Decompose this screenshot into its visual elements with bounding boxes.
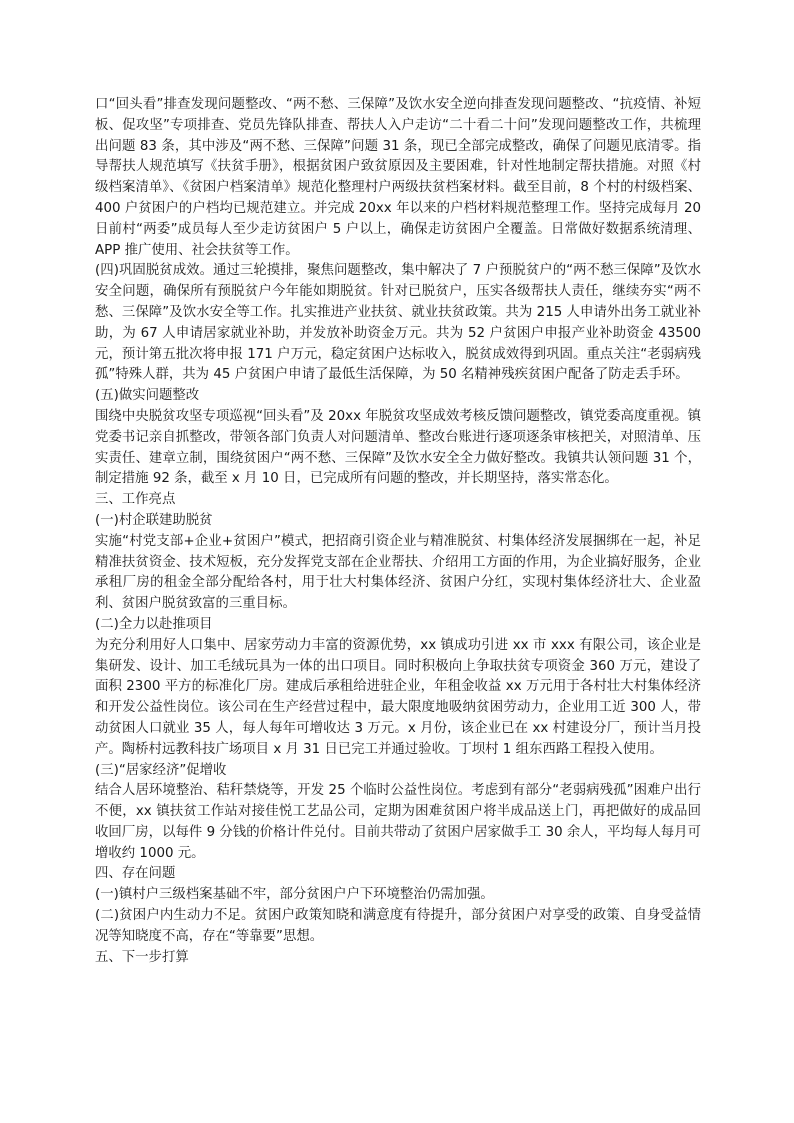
heading-section-problems: 四、存在问题: [95, 866, 176, 882]
heading-village-enterprise: (一)村企联建助脱贫: [95, 512, 213, 528]
paragraph-inspection-rectification: 口“回头看”排查发现问题整改、“两不愁、三保障”及饮水安全逆向排查发现问题整改、“抗疫情、补短板、促攻坚”专项排查、党员先锋队排查、帮扶人入户走访“二十看二十问”发现问题整改工作，共梳理出问题 83 条，其中涉及“两不愁、三保障”问题 31 条，现已全部完成整改，确保了问题见底清零。指导帮扶人规范填写《扶贫手册》，根据贫困户致贫原因及主要困难，针对性地制定帮扶措施。对照《村级档案清单》、《贫困户档案清单》规范化整理村户两级扶贫档案材料。截至目前，8 个村的村级档案、400 户贫困户的户档均已规范建立。并完成 20xx 年以来的户档材料规范整理工作。坚持完成每月 20 日前村“两委”成员每人至少走访贫困户 5 户以上，确保走访贫困户全覆盖。日常做好数据系统清理、APP 推广使用、社会扶贫等工作。: [95, 97, 701, 258]
document-page: [95, 95, 701, 968]
heading-home-economy: (三)“居家经济”促增收: [95, 762, 227, 778]
heading-projects: (二)全力以赴推项目: [95, 616, 213, 632]
paragraph-problem-archives: (一)镇村户三级档案基础不牢，部分贫困户户下环境整治仍需加强。: [95, 887, 494, 903]
paragraph-problem-motivation: (二)贫困户内生动力不足。贫困户政策知晓和满意度有待提升，部分贫困户对享受的政策、自身受益情况等知晓度不高，存在“等靠要”思想。: [95, 908, 701, 944]
heading-problem-rectification: (五)做实问题整改: [95, 388, 200, 404]
paragraph-projects: 为充分利用好人口集中、居家劳动力丰富的资源优势，xx 镇成功引进 xx 市 xxx 有限公司，该企业是集研发、设计、加工毛绒玩具为一体的出口项目。同时积极向上争取扶贫专项资金 360 万元，建设了面积 2300 平方的标准化厂房。建成后承租给进驻企业，年租金收益 xx 万元用于各村壮大村集体经济和开发公益性岗位。该公司在生产经营过程中，最大限度地吸纳贫困劳动力，企业用工近 300 人，带动贫困人口就业 35 人，每人每年可增收达 3 万元。x 月份，该企业已在 xx 村建设分厂，预计当月投产。陶桥村远教科技广场项目 x 月 31 日已完工并通过验收。丁坝村 1 组东西路工程投入使用。: [95, 637, 701, 757]
paragraph-home-economy: 结合人居环境整治、秸秆禁烧等，开发 25 个临时公益性岗位。考虑到有部分“老弱病残孤”困难户出行不便，xx 镇扶贫工作站对接佳悦工艺品公司，定期为困难贫困户将半成品送上门，再把做好的成品回收回厂房，以每件 9 分钱的价格计件兑付。目前共带动了贫困户居家做手工 30 余人，平均每人每月可增收约 1000 元。: [95, 783, 701, 861]
paragraph-problem-rectification: 围绕中央脱贫攻坚专项巡视“回头看”及 20xx 年脱贫攻坚成效考核反馈问题整改，镇党委高度重视。镇党委书记亲自抓整改，带领各部门负责人对问题清单、整改台账进行逐项逐条审核把关，对照清单、压实责任、建章立制，围绕贫困户“两不愁、三保障”及饮水安全全力做好整改。我镇共认领问题 31 个，制定措施 92 条，截至 x 月 10 日，已完成所有问题的整改，并长期坚持，落实常态化。: [95, 408, 701, 487]
paragraph-consolidate-results: (四)巩固脱贫成效。通过三轮摸排，聚焦问题整改，集中解决了 7 户预脱贫户的“两不愁三保障”及饮水安全问题，确保所有预脱贫户今年能如期脱贫。针对已脱贫户，压实各级帮扶人责任，继续夯实“两不愁、三保障”及饮水安全等工作。扎实推进产业扶贫、就业扶贫政策。共为 215 人申请外出务工就业补助，为 67 人申请居家就业补助，并发放补助资金万元。共为 52 户贫困户申报产业补助资金 43500 元，预计第五批次将申报 171 户万元，稳定贫困户达标收入，脱贫成效得到巩固。重点关注“老弱病残孤”特殊人群，共为 45 户贫困户申请了最低生活保障，为 50 名精神残疾贫困户配备了防走丢手环。: [95, 263, 701, 383]
paragraph-village-enterprise: 实施“村党支部+企业+贫困户”模式，把招商引资企业与精准脱贫、村集体经济发展捆绑在一起，补足精准扶贫资金、技术短板，充分发挥党支部在企业帮扶、介绍用工方面的作用，为企业搞好服务，企业承租厂房的租金全部分配给各村，用于壮大村集体经济、贫困户分红，实现村集体经济壮大、企业盈利、贫困户脱贫致富的三重目标。: [95, 533, 701, 612]
heading-section-next-steps: 五、下一步打算: [95, 949, 189, 965]
heading-section-highlights: 三、工作亮点: [95, 492, 176, 508]
